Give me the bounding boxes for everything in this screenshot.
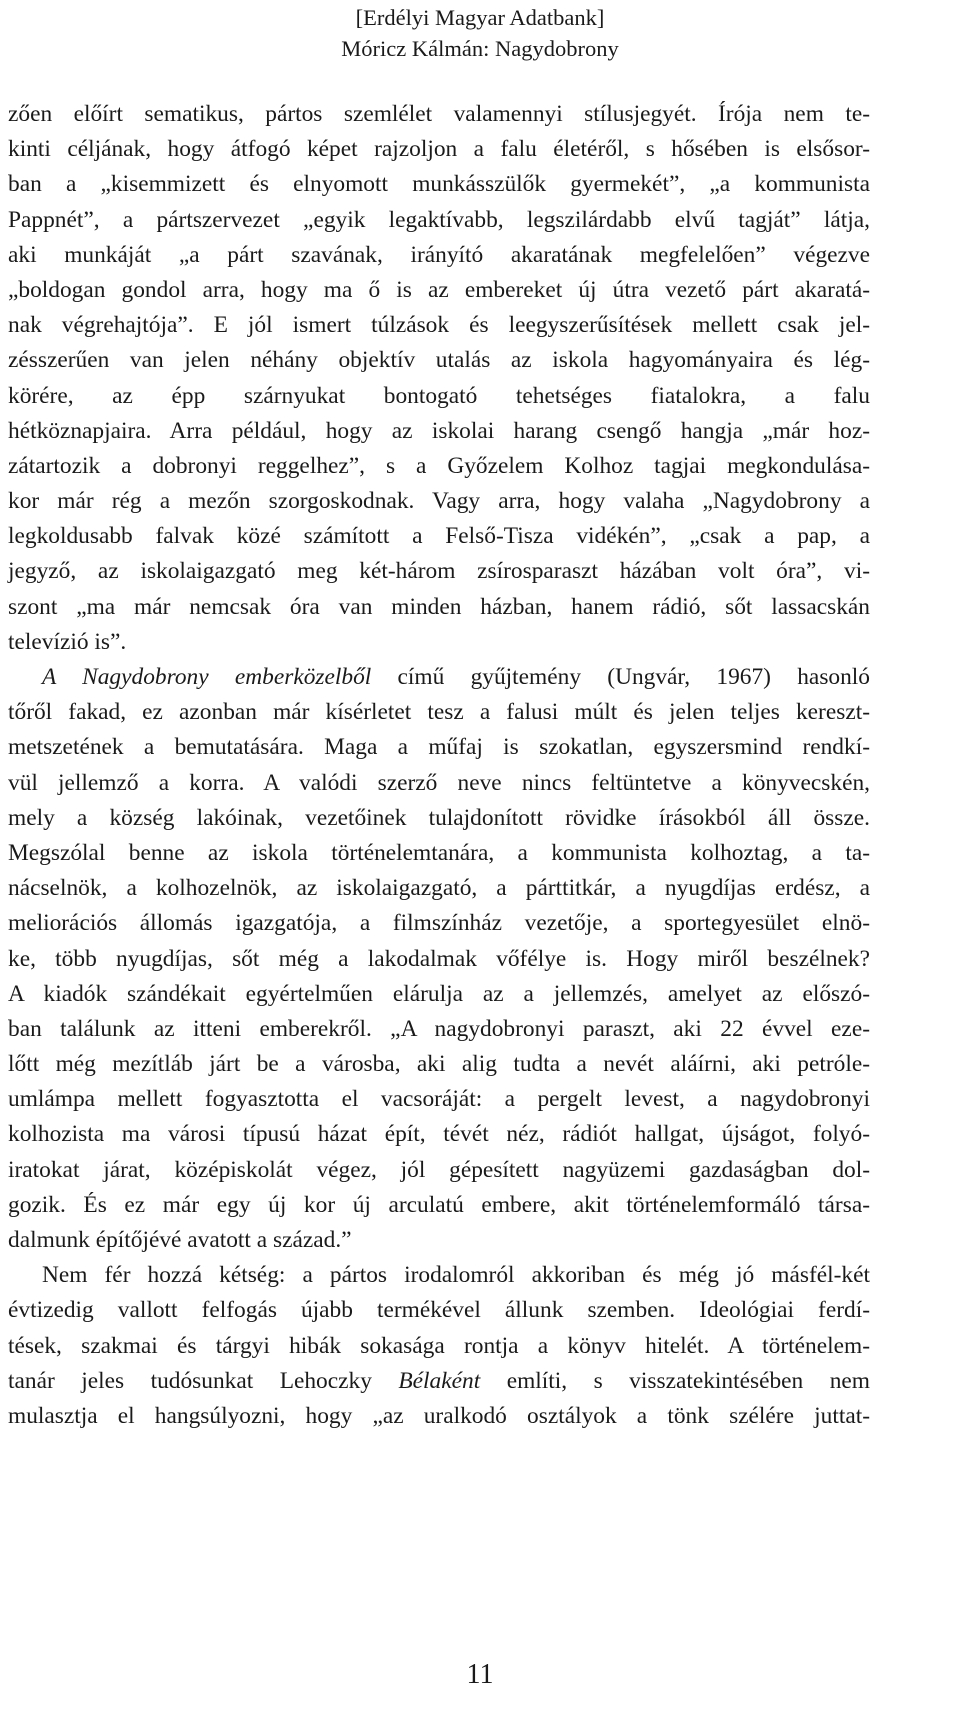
paragraph-2 — [8, 660, 870, 1258]
paragraph-line: kinti céljának, hogy átfogó képet rajzoljon a falu életéről, s hősében is elsősor- — [8, 136, 870, 163]
paragraph-line — [8, 1364, 870, 1399]
document-body — [8, 97, 870, 1434]
paragraph-line: meliorációs állomás igazgatója, a filmszínház vezetője, a sportegyesület elnö- — [8, 910, 870, 937]
paragraph-line: ban a „kisemmizett és elnyomott munkásszülők gyermekét”, „a kommunista — [8, 171, 870, 198]
paragraph-line: Nem fér hozzá kétség: a pártos irodalomról akkoriban és még jó másfél-két — [42, 1262, 870, 1289]
paragraph-line: nácselnök, a kolhozelnök, az iskolaigazgató, a párttitkár, a nyugdíjas erdész, a — [8, 875, 870, 902]
paragraph-line: mulasztja el hangsúlyozni, hogy „az uralkodó osztályok a tönk szélére juttat- — [8, 1402, 870, 1429]
paragraph-line: kolhozista ma városi típusú házat épít, tévét néz, rádiót hallgat, újságot, folyó- — [8, 1121, 870, 1148]
line-text-after: említi, s visszatekintésében nem — [480, 1367, 870, 1394]
line-text-before: tanár jeles tudósunkat Lehoczky — [8, 1367, 399, 1394]
paragraph-line: televízió is”. — [8, 628, 127, 655]
paragraph-line: gozik. És ez már egy új kor új arculatú embere, akit történelemformáló társa- — [8, 1191, 870, 1218]
paragraph-line: zően előírt sematikus, pártos szemlélet valamennyi stílusjegyét. Írója nem te- — [8, 101, 870, 127]
paragraph-line: zésszerűen van jelen néhány objektív utalás az iskola hagyományaira és lég- — [8, 347, 870, 374]
paragraph-line: iratokat járat, középiskolát végez, jól gépesített nagyüzemi gazdaságban dol- — [8, 1156, 870, 1183]
paragraph-line: kor már rég a mezőn szorgoskodnak. Vagy arra, hogy valaha „Nagydobrony a — [8, 488, 870, 515]
paragraph-line: jegyző, az iskolaigazgató meg két-három zsírosparaszt házában volt óra”, vi- — [8, 558, 870, 585]
paragraph-line: évtizedig vallott felfogás újabb termékével állunk szemben. Ideológiai ferdí- — [8, 1297, 870, 1324]
paragraph-line: Pappnét”, a pártszervezet „egyik legaktívabb, legszilárdabb elvű tagját” látja, — [8, 206, 870, 233]
paragraph-line: metszetének a bemutatására. Maga a műfaj is szokatlan, egyszersmind rendkí- — [8, 734, 870, 761]
name-italic: Bélaként — [398, 1367, 481, 1394]
paragraph-line: ke, több nyugdíjas, sőt még a lakodalmak vőfélye is. Hogy miről beszélnek? — [8, 945, 870, 972]
paragraph-line: mely a község lakóinak, vezetőinek tulajdonított rövidke írásokból áll össze. — [8, 804, 870, 831]
paragraph-1 — [8, 97, 870, 660]
paragraph-line: umlámpa mellett fogyasztotta el vacsoráját: a pergelt levest, a nagydobronyi — [8, 1086, 870, 1113]
paragraph-line: lőtt még mezítláb járt be a városba, aki alig tudta a nevét aláírni, aki petróle- — [8, 1051, 870, 1078]
page-number: 11 — [466, 1659, 494, 1690]
paragraph-line: körére, az épp szárnyukat bontogató tehetséges fiatalokra, a falu — [8, 382, 870, 409]
paragraph-line — [8, 660, 870, 695]
paragraph-line: Megszólal benne az iskola történelemtanára, a kommunista kolhoztag, a ta- — [8, 839, 870, 866]
paragraph-line: tőről fakad, ez azonban már kísérletet tesz a falusi múlt és jelen teljes kereszt- — [8, 699, 870, 726]
book-title-italic: A Nagydobrony emberközelből — [42, 664, 372, 690]
paragraph-line: tések, szakmai és tárgyi hibák sokasága rontja a könyv hitelét. A történelem- — [8, 1332, 870, 1359]
paragraph-3 — [8, 1258, 870, 1434]
paragraph-line: hétköznapjaira. Arra például, hogy az iskolai harang csengő hangja „már hoz- — [8, 417, 870, 444]
page-header — [0, 2, 960, 64]
paragraph-line: dalmunk építőjévé avatott a század.” — [8, 1227, 352, 1253]
paragraph-line: zátartozik a dobronyi reggelhez”, s a Győzelem Kolhoz tagjai megkondulása- — [8, 452, 870, 479]
paragraph-line: ban találunk az itteni emberekről. „A nagydobronyi paraszt, aki 22 évvel eze- — [8, 1015, 870, 1042]
header-source: [Erdélyi Magyar Adatbank] — [355, 5, 605, 30]
paragraph-line: szont „ma már nemcsak óra van minden házban, hanem rádió, sőt lassacskán — [8, 593, 870, 620]
paragraph-line: nak végrehajtója”. E jól ismert túlzások és leegyszerűsítések mellett csak jel- — [8, 312, 870, 339]
paragraph-line: vül jellemző a korra. A valódi szerző neve nincs feltüntetve a könyvecskén, — [8, 769, 870, 796]
paragraph-line: „boldogan gondol arra, hogy ma ő is az embereket új útra vezető párt akaratá- — [8, 276, 870, 303]
paragraph-line: A kiadók szándékait egyértelműen elárulja az a jellemzés, amelyet az előszó- — [8, 980, 870, 1007]
paragraph-line: aki munkáját „a párt szavának, irányító akaratának megfelelően” végezve — [8, 241, 870, 268]
header-title: Móricz Kálmán: Nagydobrony — [341, 36, 619, 61]
first-line-rest: című gyűjtemény (Ungvár, 1967) hasonló — [371, 664, 871, 690]
paragraph-line: legkoldusabb falvak közé számított a Felső-Tisza vidékén”, „csak a pap, a — [8, 523, 870, 550]
